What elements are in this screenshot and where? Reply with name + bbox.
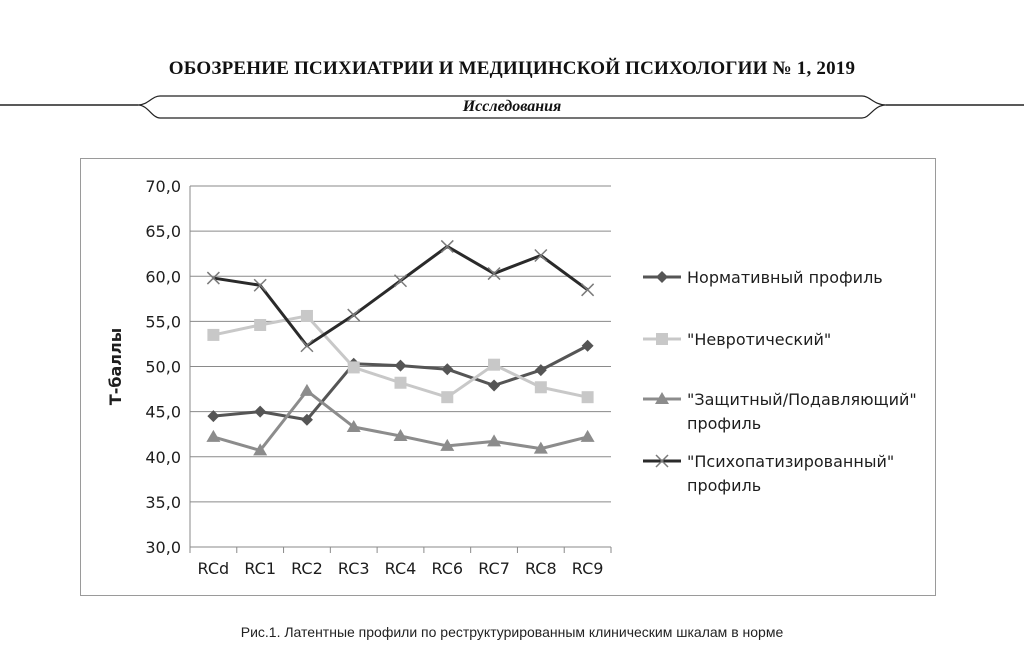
latent-profiles-chart bbox=[81, 159, 937, 597]
data-point bbox=[441, 363, 453, 375]
data-point bbox=[301, 340, 313, 352]
data-point bbox=[441, 240, 453, 252]
x-tick-label: RC4 bbox=[384, 559, 417, 578]
x-tick-label: RC7 bbox=[478, 559, 510, 578]
data-point bbox=[488, 379, 500, 391]
data-point bbox=[301, 310, 313, 322]
legend-label: "Психопатизированный" bbox=[687, 452, 895, 471]
legend-label: "Защитный/Подавляющий" bbox=[687, 390, 917, 409]
y-tick-label: 55,0 bbox=[145, 312, 181, 332]
data-point bbox=[207, 329, 219, 341]
x-tick-label: RC9 bbox=[571, 559, 604, 578]
data-point bbox=[395, 360, 407, 372]
data-point bbox=[395, 377, 407, 389]
legend-marker bbox=[656, 333, 668, 345]
y-tick-label: 45,0 bbox=[145, 402, 181, 422]
x-tick-label: RC1 bbox=[244, 559, 277, 578]
data-point bbox=[441, 391, 453, 403]
y-tick-label: 50,0 bbox=[145, 357, 181, 377]
legend-marker bbox=[656, 271, 668, 283]
y-tick-label: 30,0 bbox=[145, 538, 181, 557]
data-point bbox=[300, 384, 314, 396]
data-point bbox=[582, 284, 594, 296]
x-tick-label: RC2 bbox=[291, 559, 323, 578]
data-point bbox=[582, 340, 594, 352]
y-tick-label: 70,0 bbox=[145, 177, 181, 196]
legend-label: "Невротический" bbox=[687, 330, 832, 349]
x-tick-label: RC3 bbox=[337, 559, 370, 578]
y-tick-label: 35,0 bbox=[145, 492, 181, 512]
data-point bbox=[488, 359, 500, 371]
data-point bbox=[582, 391, 594, 403]
data-point bbox=[206, 430, 220, 442]
legend-label: Нормативный профиль bbox=[687, 268, 883, 287]
legend-label: профиль bbox=[687, 476, 762, 495]
series-line-4 bbox=[213, 246, 587, 345]
data-point bbox=[254, 319, 266, 331]
series-line-3 bbox=[213, 391, 587, 451]
journal-title: ОБОЗРЕНИЕ ПСИХИАТРИИ И МЕДИЦИНСКОЙ ПСИХОЛОГИИ № 1, 2019 bbox=[168, 58, 856, 79]
data-point bbox=[581, 430, 595, 442]
legend-label: профиль bbox=[687, 414, 762, 433]
data-point bbox=[535, 364, 547, 376]
data-point bbox=[535, 249, 547, 261]
data-point bbox=[488, 268, 500, 280]
y-axis-title: Т-баллы bbox=[106, 327, 125, 406]
x-tick-label: RC6 bbox=[431, 559, 464, 578]
x-tick-label: RCd bbox=[197, 559, 230, 578]
y-tick-label: 40,0 bbox=[145, 447, 181, 467]
data-point bbox=[348, 361, 360, 373]
section-label: Исследования bbox=[462, 98, 562, 115]
data-point bbox=[535, 381, 547, 393]
x-tick-label: RC8 bbox=[524, 559, 557, 578]
data-point bbox=[348, 309, 360, 321]
y-tick-label: 60,0 bbox=[145, 267, 181, 287]
chart-frame bbox=[80, 158, 936, 596]
y-tick-label: 65,0 bbox=[145, 222, 181, 242]
figure-caption: Рис.1. Латентные профили по реструктурированным клиническим шкалам в норме bbox=[240, 624, 784, 640]
data-point bbox=[254, 406, 266, 418]
